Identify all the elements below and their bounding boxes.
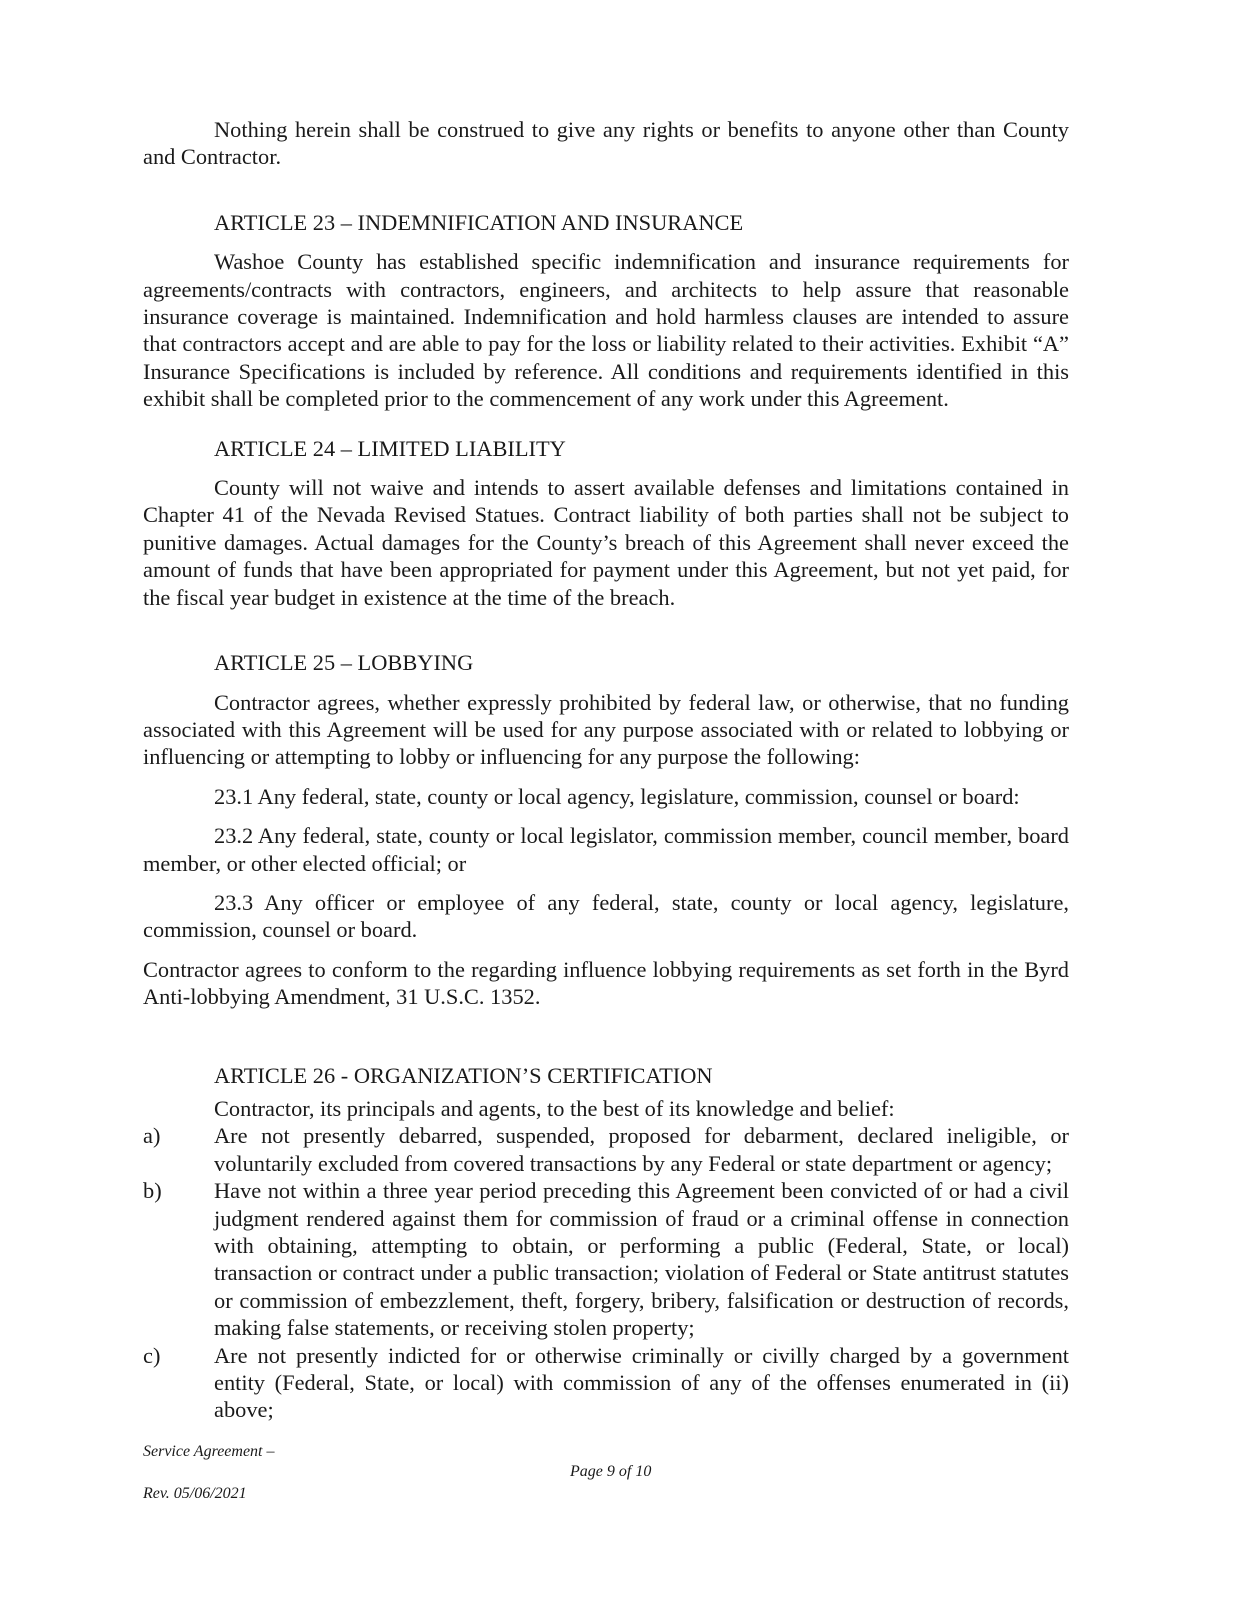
article-23-heading: ARTICLE 23 – INDEMNIFICATION AND INSURANCE [214,209,744,235]
item-text: Have not within a three year period preceding this Agreement been convicted of or had a civil judgment rendered against them for commission of fraud or a criminal offense in connection with obtaining, attempting to obtain, or performing a public (Federal, State, or local) transaction or contract under a public transaction; violation of Federal or State antitrust statutes or commission of embezzlement, theft, forgery, bribery, falsification or destruction of records, making false statements, or receiving stolen property; [214,1178,1069,1341]
article-25-item-2: 23.2 Any federal, state, county or local legislator, commission member, council member, board member, or other elected official; or [143,823,1069,876]
article-26-item-c [143,1342,1069,1424]
footer-doc-name: Service Agreement – [143,1443,275,1460]
item-label: b) [143,1178,162,1204]
footer-page-number: Page 9 of 10 [570,1463,652,1480]
item-text: Are not presently debarred, suspended, proposed for debarment, declared ineligible, or voluntarily excluded from covered transactions by any Federal or state department or agency; [214,1123,1069,1176]
article-26-intro: Contractor, its principals and agents, to the best of its knowledge and belief: [214,1095,895,1121]
page-footer [143,1440,1069,1520]
item-label: c) [143,1342,161,1368]
intro-paragraph: Nothing herein shall be construed to give any rights or benefits to anyone other than County and Contractor. [143,117,1069,170]
article-26-item-a [143,1122,1069,1177]
item-text: Are not presently indicted for or otherwise criminally or civilly charged by a government entity (Federal, State, or local) with commission of any of the offenses enumerated in (ii) above; [214,1342,1069,1423]
article-26-heading: ARTICLE 26 - ORGANIZATION’S CERTIFICATION [214,1062,713,1088]
article-25-item-1: 23.1 Any federal, state, county or local agency, legislature, commission, counsel or board: [214,783,1020,809]
article-23-body: Washoe County has established specific indemnification and insurance requirements for agreements/contracts with contractors, engineers, and architects to help assure that reasonable insurance coverage is maintained. Indemnification and hold harmless clauses are intended to assure that contractors accept and are able to pay for the loss or liability related to their activities. Exhibit “A” Insurance Specifications is included by reference. All conditions and requirements identified in this exhibit shall be completed prior to the commencement of any work under this Agreement. [143,249,1069,412]
article-25-item-3: 23.3 Any officer or employee of any federal, state, county or local agency, legislature, commission, counsel or board. [143,889,1069,943]
article-24-heading: ARTICLE 24 – LIMITED LIABILITY [214,435,566,461]
footer-revision: Rev. 05/06/2021 [143,1485,247,1502]
article-25-heading: ARTICLE 25 – LOBBYING [214,650,474,676]
article-26-item-b [143,1177,1069,1341]
item-label: a) [143,1123,161,1149]
article-24-body: County will not waive and intends to assert available defenses and limitations contained in Chapter 41 of the Nevada Revised Statues. Contract liability of both parties shall not be subject to punitive damages. Actual damages for the County’s breach of this Agreement shall never exceed the amount of funds that have been appropriated for payment under this Agreement, but not yet paid, for the fiscal year budget in existence at the time of the breach. [143,475,1069,610]
article-25-closing: Contractor agrees to conform to the regarding influence lobbying requirements as set forth in the Byrd Anti-lobbying Amendment, 31 U.S.C. 1352. [143,956,1069,1010]
article-25-body: Contractor agrees, whether expressly prohibited by federal law, or otherwise, that no funding associated with this Agreement will be used for any purpose associated with or related to lobbying or influencing or attempting to lobby or influencing for any purpose the following: [143,689,1069,770]
document-page [143,116,1069,1424]
